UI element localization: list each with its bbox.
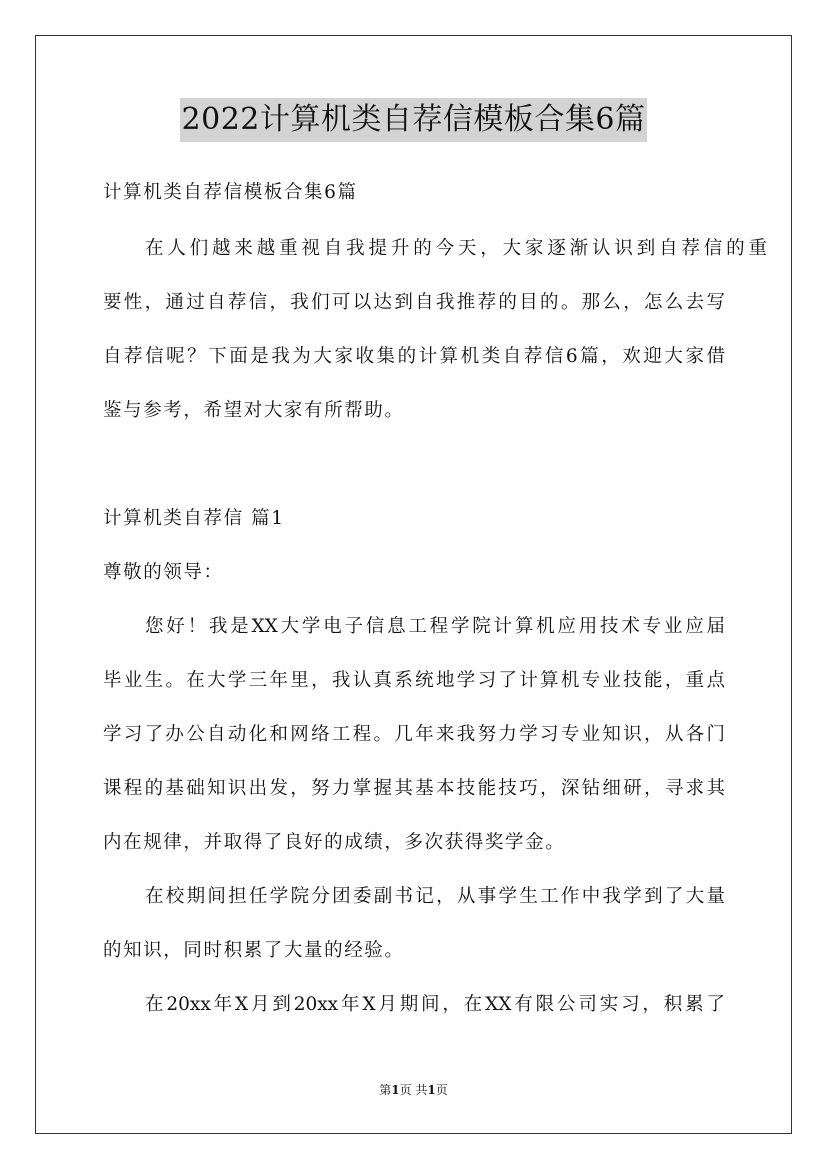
footer-page-current: 1 <box>391 1083 400 1097</box>
intro-line-1: 在人们越来越重视自我提升的今天，大家逐渐认识到自荐信的重 <box>145 238 767 259</box>
document-subtitle: 计算机类自荐信模板合集6篇 <box>103 182 358 203</box>
para1-line-4: 课程的基础知识出发，努力掌握其基本技能技巧，深钻细研，寻求其 <box>103 778 725 799</box>
document-title: 2022计算机类自荐信模板合集6篇 <box>180 98 648 142</box>
para2-line-1: 在校期间担任学院分团委副书记，从事学生工作中我学到了大量 <box>145 886 725 907</box>
salutation: 尊敬的领导： <box>103 562 224 583</box>
para1-line-2: 毕业生。在大学三年里，我认真系统地学习了计算机专业技能，重点 <box>103 670 725 691</box>
para1-line-3: 学习了办公自动化和网络工程。几年来我努力学习专业知识，从各门 <box>103 724 725 745</box>
intro-line-4: 鉴与参考，希望对大家有所帮助。 <box>103 400 405 421</box>
footer-prefix: 第 <box>379 1083 392 1097</box>
section-heading: 计算机类自荐信 篇1 <box>103 508 285 529</box>
intro-line-3: 自荐信呢？下面是我为大家收集的计算机类自荐信6篇，欢迎大家借 <box>103 346 725 367</box>
intro-line-2: 要性，通过自荐信，我们可以达到自我推荐的目的。那么，怎么去写 <box>103 292 725 313</box>
para1-line-1: 您好！我是XX大学电子信息工程学院计算机应用技术专业应届 <box>145 616 725 637</box>
footer-page-total: 1 <box>427 1083 436 1097</box>
footer-suffix: 页 <box>435 1083 448 1097</box>
title-container <box>0 98 827 142</box>
para2-line-2: 的知识，同时积累了大量的经验。 <box>103 940 405 961</box>
page-footer <box>0 1082 827 1098</box>
footer-mid: 页 共 <box>399 1083 428 1097</box>
para1-line-5: 内在规律，并取得了良好的成绩，多次获得奖学金。 <box>103 832 566 853</box>
para3-line-1: 在20xx年X月到20xx年X月期间，在XX有限公司实习，积累了 <box>145 994 725 1015</box>
